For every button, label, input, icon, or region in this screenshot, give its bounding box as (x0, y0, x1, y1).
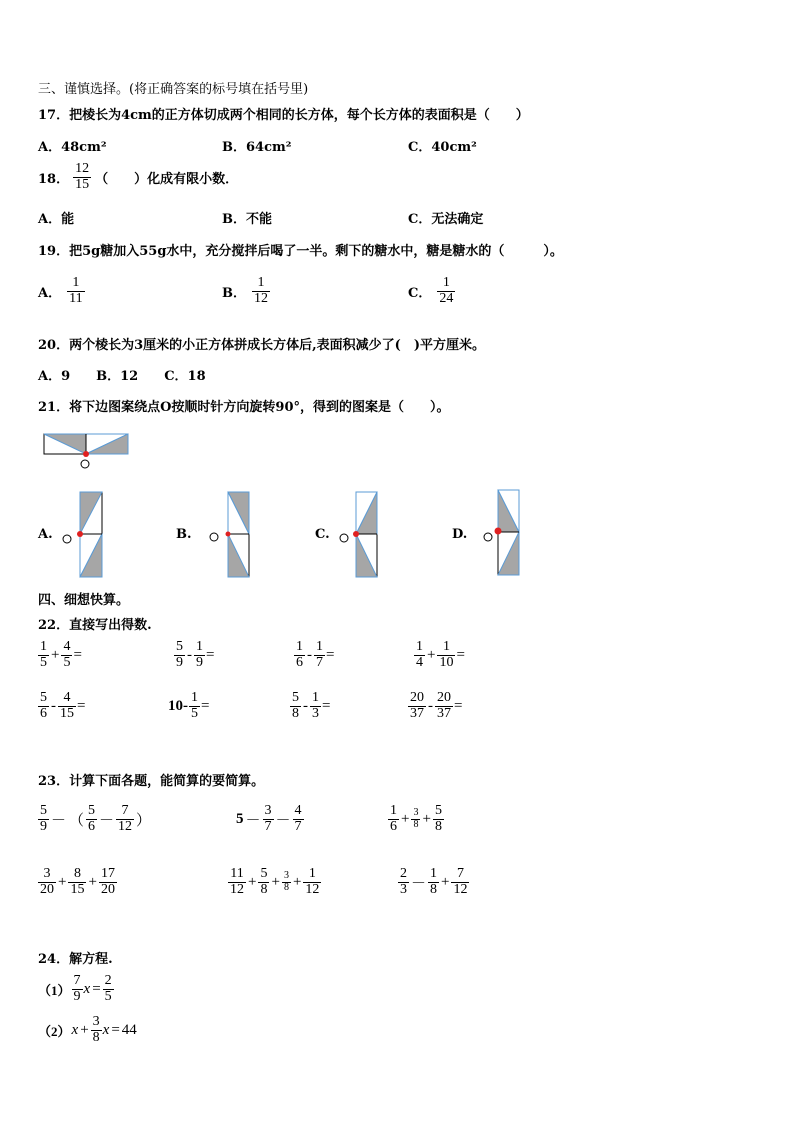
q19-option-a: A． $\frac{1}{11}$ (38, 275, 83, 306)
q21-option-d-label: D. (452, 527, 468, 542)
q23-expression-3: $\frac{1}{6}$ + $\frac{3}{8}$ + $\frac{5}{8}$ (390, 803, 442, 834)
q17-option-c: C．40cm² (408, 140, 477, 155)
q22-item-5: $\frac{5}{6}$ - $\frac{4}{15}$ = (40, 690, 86, 721)
q20-stem: 20．两个棱长为3厘米的小正方体拼成长方体后,表面积减少了( )平方厘米。 (38, 338, 485, 353)
q21-option-c-figure (340, 492, 377, 577)
q21-option-d-figure (484, 490, 519, 575)
q18-number: 18． (38, 171, 70, 187)
q21-stem: 21．将下边图案绕点O按顺时针方向旋转90°，得到的图案是（ ）。 (38, 400, 450, 415)
q21-original-figure (44, 434, 128, 468)
q19-stem: 19．把5g糖加入55g水中，充分搅拌后喝了一半。剩下的糖水中，糖是糖水的（ ）。 (38, 244, 563, 259)
q22-item-1: $\frac{1}{5}$ + $\frac{4}{5}$ = (40, 639, 82, 670)
q20-options: A．9 B．12 C．18 (38, 369, 206, 384)
q21-option-b-label: B. (176, 527, 192, 542)
q22-item-7: $\frac{5}{8}$ - $\frac{1}{3}$ = (292, 690, 331, 721)
q23-expression-5: $\frac{11}{12}$ + $\frac{5}{8}$ + $\frac{3}{8}$ + $\frac{1}{12}$ (230, 866, 320, 897)
q21-option-b-figure (210, 492, 249, 577)
q22-stem: 22．直接写出得数. (38, 618, 152, 633)
q19-option-b: B． $\frac{1}{12}$ (222, 275, 268, 306)
q23-expression-1: $\frac{5}{9}$ － （ $\frac{5}{6}$ － $\frac{7}{12}$ ） (40, 803, 152, 834)
q22-item-6: 10- $\frac{1}{5}$ = (168, 690, 210, 721)
section-3-title: 三、谨慎选择。(将正确答案的标号填在括号里) (38, 82, 309, 97)
q17-option-b: B．64cm² (222, 140, 292, 155)
q21-option-c-label: C. (315, 527, 330, 542)
q17-option-a: A．48cm² (38, 140, 107, 155)
q18-tail: （ ）化成有限小数． (95, 171, 239, 187)
q24-equation-2: （2） x + $\frac{3}{8}$ x = 44 (38, 1014, 137, 1045)
q18-option-a: A．能 (38, 212, 75, 227)
q23-expression-4: $\frac{3}{20}$ + $\frac{8}{15}$ + $\frac{17}{20}$ (40, 866, 115, 897)
q18-option-b: B．不能 (222, 212, 272, 227)
q21-option-a-label: A. (38, 527, 53, 542)
q23-expression-2: 5 － $\frac{3}{7}$ － $\frac{4}{7}$ (236, 803, 302, 834)
q22-item-8: $\frac{20}{37}$ - $\frac{20}{37}$ = (410, 690, 463, 721)
q21-option-a-figure (63, 492, 102, 577)
section-4-title: 四、细想快算。 (38, 593, 130, 608)
q23-expression-6: $\frac{2}{3}$ － $\frac{1}{8}$ + $\frac{7}{12}$ (400, 866, 468, 897)
q22-item-3: $\frac{1}{6}$ - $\frac{1}{7}$ = (296, 639, 335, 670)
q24-equation-1: （1） $\frac{7}{9}$ x = $\frac{2}{5}$ (38, 973, 112, 1004)
q23-stem: 23．计算下面各题，能简算的要简算。 (38, 774, 265, 789)
q24-stem: 24．解方程. (38, 952, 113, 967)
q22-item-4: $\frac{1}{4}$ + $\frac{1}{10}$ = (416, 639, 465, 670)
q19-option-c: C． $\frac{1}{24}$ (408, 275, 454, 306)
q18-option-c: C．无法确定 (408, 212, 484, 227)
q17-stem: 17．把棱长为4cm的正方体切成两个相同的长方体，每个长方体的表面积是（ ） (38, 108, 529, 123)
q18-fraction: $\frac{12}{15}$ (75, 161, 90, 192)
q22-item-2: $\frac{5}{9}$ - $\frac{1}{9}$ = (176, 639, 215, 670)
